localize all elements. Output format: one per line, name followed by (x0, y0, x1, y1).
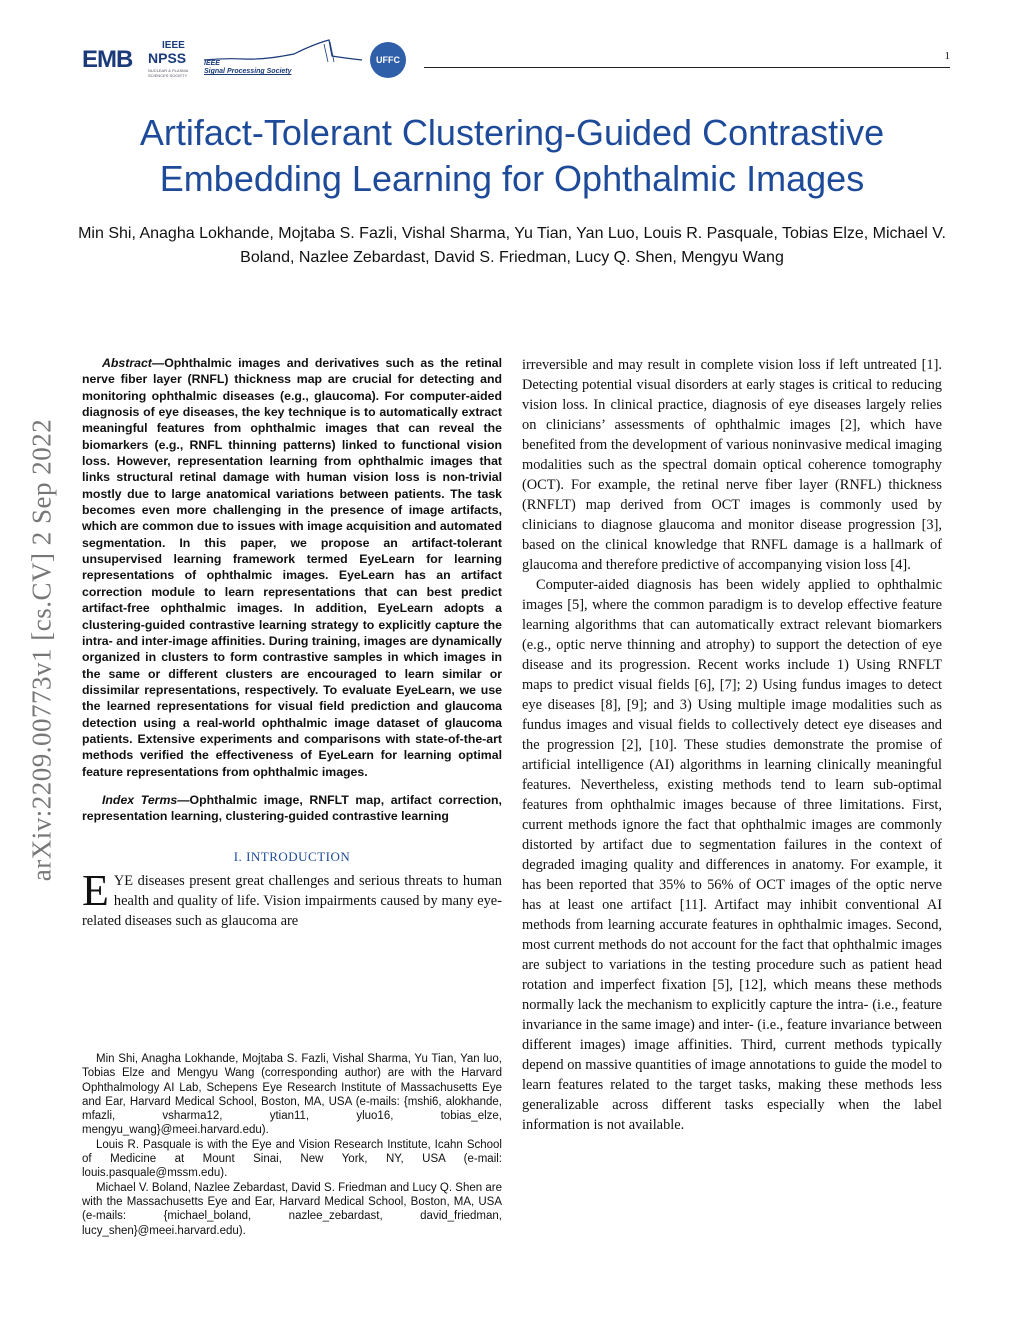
index-terms-lead: Index Terms— (102, 792, 190, 807)
sps-label: Signal Processing Society (204, 68, 292, 75)
right-column (522, 355, 942, 1135)
footnote: Michael V. Boland, Nazlee Zebardast, David S. Friedman and Lucy Q. Shen are with the Massachusetts Eye and Ear, Harvard Medical School, Boston, MA, USA (e-mails: {michael_boland, nazlee_zebardast, david_friedman, lucy_shen}@meei.harvard.edu). (82, 1181, 502, 1237)
abstract-lead: Abstract— (102, 356, 165, 370)
intro-text: YE diseases present great challenges and serious threats to human health and quality of life. Vision impairments caused by many eye-related diseases such as glaucoma are (82, 872, 502, 929)
abstract-body: Ophthalmic images and derivatives such as the retinal nerve fiber layer (RNFL) thickness map are crucial for detecting and monitoring ophthalmic diseases (e.g., glaucoma). For computer-aided diagnosis of eye diseases, the key technique is to automatically extract meaningful features from ophthalmic images that can reveal the biomarkers (e.g., RNFL thinning patterns) linked to functional vision loss. However, representation learning from ophthalmic images that links structural retinal damage with human vision loss is non-trivial mostly due to large anatomical variations between patients. The task becomes even more challenging in the presence of image artifacts, which are common due to issues with image acquisition and automated segmentation. In this paper, we propose an artifact-tolerant unsupervised learning framework termed EyeLearn for learning representations of ophthalmic images. EyeLearn has an artifact correction module to learn representations that can best predict artifact-free ophthalmic images. In addition, EyeLearn adopts a clustering-guided contrastive learning strategy to explicitly capture the intra- and inter-image affinities. During training, images are dynamically organized in clusters to form contrastive samples in which images in the same or different clusters are encouraged to learn similar or dissimilar representations, respectively. To evaluate EyeLearn, we use the learned representations for visual field prediction and glaucoma detection using a real-world ophthalmic image dataset of glaucoma patients. Extensive experiments and comparisons with state-of-the-art methods verified the effectiveness of EyeLearn for learning optimal feature representations from ophthalmic images. (82, 356, 502, 779)
left-column (82, 355, 502, 931)
body-paragraph: Computer-aided diagnosis has been widely applied to ophthalmic images [5], where the common paradigm is to develop effective feature learning algorithms that can automatically extract relevant biomarkers (e.g., optic nerve thinning and atrophy) to support the detection of eye disease and its progression. Recent works include 1) Using RNFLT maps to predict visual fields [6], [7]; 2) Using fundus images to detect eye diseases [8], [9]; and 3) Using multiple image modalities such as fundus images and visual fields to collectively detect eye diseases and the progression [2], [10]. These studies demonstrate the promise of artificial intelligence (AI) algorithms in learning clinically meaningful features. Nevertheless, existing methods tend to learn sub-optimal features from ophthalmic images because of three limitations. First, current methods ignore the fact that ophthalmic images are commonly distorted by artifact due to segmentation failures in the context of degraded imaging quality and differences in anatomy. For example, it has been reported that 35% to 56% of OCT images of the optic nerve has at least one artifact [11]. Artifact may inhibit conventional AI methods from learning accurate features in ophthalmic images. Second, most current methods do not account for the fact that ophthalmic images are subject to variations in the testing procedure such as patient head rotation and imperfect fixation [5], [12], which means these methods normally lack the mechanism to explicitly capture the intra- (i.e., feature invariance in the same image) and inter- (i.e., feature invariance between different images) image affinities. Third, current methods typically depend on massive quantities of image annotations to guide the model to learn features related to the target tasks, making these methods less generalizable across different tasks especially when the label information is not available. (522, 577, 942, 1133)
dropcap: E (82, 865, 109, 915)
footnotes (82, 1052, 502, 1238)
arxiv-stamp (14, 360, 76, 940)
footnote: Louis R. Pasquale is with the Eye and Vision Research Institute, Icahn School of Medicine at Mount Sinai, New York, NY, USA (e-mail: louis.pasquale@mssm.edu). (82, 1138, 502, 1180)
header-logos (82, 38, 422, 84)
body-paragraph: irreversible and may result in complete vision loss if left untreated [1]. Detecting potential visual disorders at early stages is critical to reducing vision loss. In clinical practice, diagnosis of eye diseases largely relies on clinicians’ assessments of ophthalmic images [2], which have benefited from the development of various noninvasive medical imaging modalities such as the spectral domain optical coherence tomography (OCT). For example, the retinal nerve fiber layer (RNFL) thickness (RNFLT) map derived from OCT images is commonly used by clinicians to diagnose glaucoma and monitor disease progression [3], based on the clinical knowledge that RNFL damage is a hallmark of glaucoma and therefore predictive of accompanying vision loss [4]. (522, 357, 942, 573)
section-number: I. (233, 848, 243, 864)
sps-ieee-label: IEEE (204, 60, 220, 67)
uffc-logo (370, 42, 406, 78)
abstract (82, 355, 502, 780)
header-rule (424, 67, 950, 68)
intro-paragraph (82, 865, 502, 931)
npss-label: NPSS (148, 50, 187, 66)
paper-title: Artifact-Tolerant Clustering-Guided Contrastive Embedding Learning for Ophthalmic Images (139, 112, 885, 199)
emb-logo: EMB (82, 46, 133, 73)
section-title: INTRODUCTION (246, 848, 351, 864)
index-terms-body: Ophthalmic image, RNFLT map, artifact correction, representation learning, clustering-guided contrastive learning (82, 792, 502, 824)
author-list: Min Shi, Anagha Lokhande, Mojtaba S. Fazli, Vishal Sharma, Yu Tian, Yan Luo, Louis R. Pasquale, Tobias Elze, Michael V. Boland, Nazlee Zebardast, David S. Friedman, Lucy Q. Shen, Mengyu Wang (78, 225, 946, 266)
index-terms (82, 792, 502, 825)
page-number: 1 (944, 50, 950, 62)
npss-logo (148, 40, 202, 80)
npss-tagline: NUCLEAR & PLASMA SCIENCES SOCIETY (148, 68, 189, 78)
footnote: Min Shi, Anagha Lokhande, Mojtaba S. Fazli, Vishal Sharma, Yu Tian, Yan luo, Tobias Elze and Mengyu Wang (corresponding author) are with the Harvard Ophthalmology AI Lab, Schepens Eye Research Institute of Massachusetts Eye and Ear, Harvard Medical School, Boston, MA, USA (e-mails: {mshi6, alokhande, mfazli, vsharma12, ytian11, yluo16, tobias_elze, mengyu_wang}@meei.harvard.edu). (82, 1053, 502, 1137)
sps-wave-icon (204, 38, 364, 66)
npss-ieee-label: IEEE (162, 40, 185, 51)
uffc-label: UFFC (376, 55, 400, 65)
arxiv-stamp-text: arXiv:2209.00773v1 [cs.CV] 2 Sep 2022 (26, 418, 57, 882)
sps-logo (204, 38, 364, 82)
section-heading (82, 849, 502, 865)
